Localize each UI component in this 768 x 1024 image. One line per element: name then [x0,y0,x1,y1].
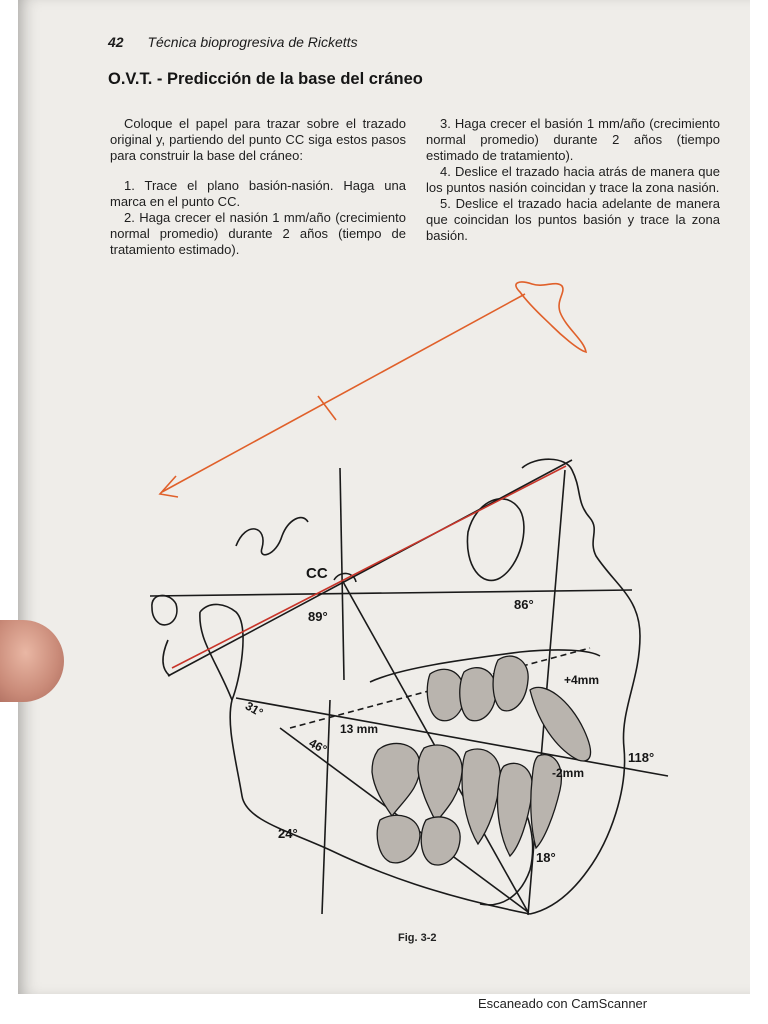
step-4: 4. Deslice el trazado hacia atrás de manera que los puntos nasión coincidan y trace la zona nasión. [426,164,720,195]
tooth-incisor-upper [530,687,591,761]
step-3: 3. Haga crecer el basión 1 mm/año (crecimiento normal promedio) durante 2 años (tiempo estimado de tratamiento). [426,116,720,163]
arrow-shaft [162,294,525,492]
tooth-lower-molar [377,815,420,863]
section-title: O.V.T. - Predicción de la base del cráneo [108,70,423,88]
scanner-watermark: Escaneado con CamScanner [478,996,648,1011]
running-title: Técnica bioprogresiva de Ricketts [147,34,358,50]
sella-circle [152,595,177,624]
arrow-tick [318,396,336,420]
step-2: 2. Haga crecer el nasión 1 mm/año (crecimiento normal promedio) durante 2 años (tiempo de tratamiento estimado). [110,210,406,257]
step-1: 1. Trace el plano basión-nasión. Haga una marca en el punto CC. [110,178,406,209]
skull-base-red-line [172,466,566,668]
tooth-molar-1 [372,743,420,816]
step-5: 5. Deslice el trazado hacia adelante de manera que coincidan los puntos basión y trace la zona basión. [426,196,720,243]
label-minus-2mm: -2mm [552,766,585,780]
label-plus-4mm: +4mm [564,673,600,687]
tooth-lower-1 [462,749,500,844]
tooth-lower-2 [498,763,533,856]
label-angle-46: 46° [306,735,330,757]
figure-caption: Fig. 3-2 [398,932,437,944]
tooth-upper-1 [427,669,464,721]
label-13mm: 13 mm [340,722,379,736]
tooth-upper-3 [493,656,528,711]
label-angle-24: 24° [278,826,298,841]
frankfort-plane [150,590,632,596]
label-angle-118: 118° [628,750,655,765]
arrow-head-left [160,476,178,497]
ear-hook [163,640,170,676]
page-number: 42 [108,34,124,50]
label-angle-18: 18° [536,850,556,865]
nasion-sketch-top [516,282,586,352]
skull-base-squiggle [236,518,308,555]
tooth-molar-2 [418,745,462,822]
label-angle-89: 89° [308,609,328,624]
label-angle-86: 86° [514,597,534,612]
tooth-upper-2 [460,668,496,721]
prediction-arrow [160,282,586,497]
lower-vertical [322,700,330,914]
label-angle-31: 31° [242,698,266,720]
intro-paragraph: Coloque el papel para trazar sobre el trazado original y, partiendo del punto CC siga estos pasos para construir la base del cráneo: [110,116,406,163]
label-cc: CC [306,565,328,582]
teeth-group [372,656,591,865]
